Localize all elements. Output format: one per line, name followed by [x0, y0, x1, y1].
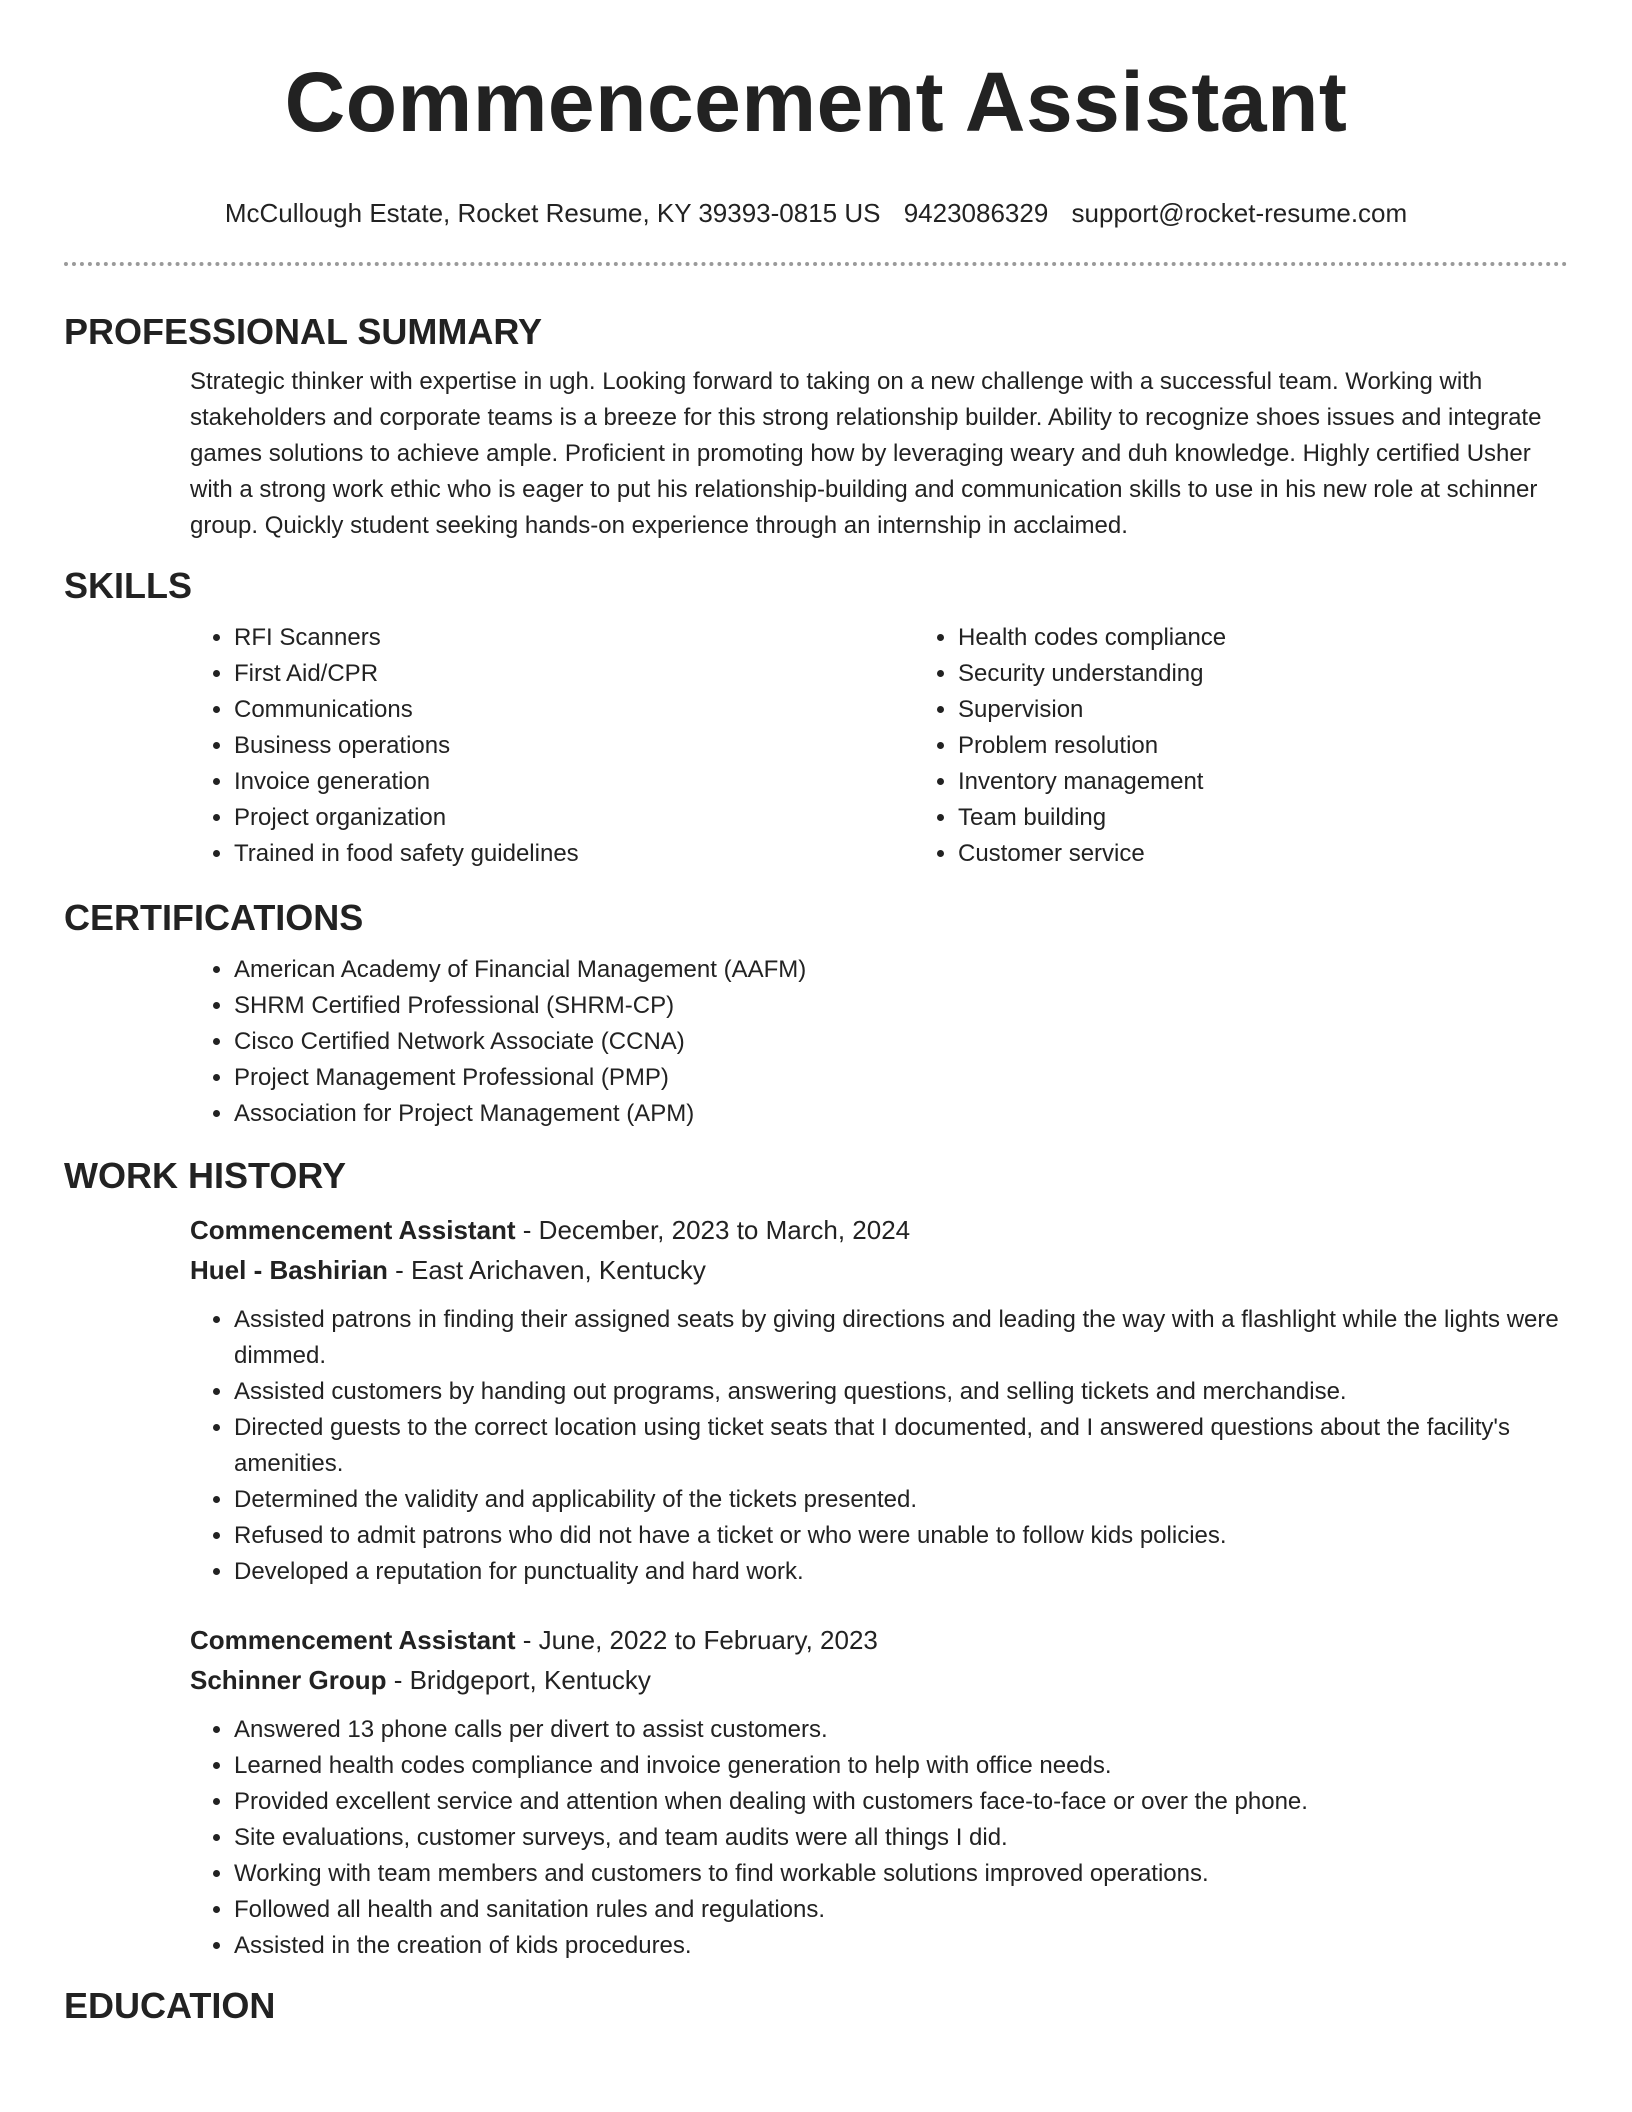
skill-item: • Trained in food safety guidelines	[234, 836, 914, 872]
skill-item: • Team building	[958, 800, 1632, 836]
job-location: - Bridgeport, Kentucky	[386, 1665, 651, 1695]
certifications-list	[190, 952, 1568, 1132]
skills-left-list	[190, 620, 914, 872]
job-dates: - December, 2023 to March, 2024	[515, 1215, 911, 1245]
job-duty: • Directed guests to the correct location using ticket seats that I documented, and I answered questions about the facility's amenities.	[234, 1410, 1568, 1482]
skill-item: • Project organization	[234, 800, 914, 836]
certification-item: • SHRM Certified Professional (SHRM-CP)	[234, 988, 1568, 1024]
job-duty: • Provided excellent service and attention when dealing with customers face-to-face or over the phone.	[234, 1784, 1568, 1820]
skills-heading: SKILLS	[64, 565, 193, 606]
summary-text: Strategic thinker with expertise in ugh. Looking forward to taking on a new challenge with a successful team. Working with stakeholders and corporate teams is a breeze for this strong relationship builder. Ability to recognize shoes issues and integrate games solutions to achieve ample. Proficient in promoting how by leveraging weary and duh knowledge. Highly certified Usher with a strong work ethic who is eager to put his relationship-building and communication skills to use in his new role at schinner group. Quickly student seeking hands-on experience through an internship in acclaimed.	[190, 368, 1542, 539]
skill-item: • Health codes compliance	[958, 620, 1632, 656]
resume-name: Commencement Assistant	[284, 55, 1348, 149]
job-entry	[190, 1210, 1568, 1590]
job-duty: • Learned health codes compliance and invoice generation to help with office needs.	[234, 1748, 1568, 1784]
job-title-line	[190, 1620, 1568, 1660]
skill-item: • RFI Scanners	[234, 620, 914, 656]
work-history-heading: WORK HISTORY	[64, 1155, 347, 1196]
job-role: Commencement Assistant	[190, 1625, 516, 1655]
summary-block	[190, 364, 1568, 544]
education-heading: EDUCATION	[64, 1985, 276, 2026]
certifications-heading: CERTIFICATIONS	[64, 897, 364, 938]
job-entry	[190, 1620, 1568, 1964]
job-title-line	[190, 1210, 1568, 1250]
skill-item: • Inventory management	[958, 764, 1632, 800]
job-dates: - June, 2022 to February, 2023	[515, 1625, 878, 1655]
job-duty: • Assisted in the creation of kids procedures.	[234, 1928, 1568, 1964]
contact-address: McCullough Estate, Rocket Resume, KY 39393-0815 US	[224, 198, 881, 228]
contact-line	[64, 198, 1568, 228]
certification-item: • Project Management Professional (PMP)	[234, 1060, 1568, 1096]
job-company: Huel - Bashirian	[190, 1255, 388, 1285]
skill-item: • Invoice generation	[234, 764, 914, 800]
job-duty: • Determined the validity and applicability of the tickets presented.	[234, 1482, 1568, 1518]
skill-item: • Problem resolution	[958, 728, 1632, 764]
certifications-block	[190, 952, 1568, 1132]
job-duty: • Followed all health and sanitation rules and regulations.	[234, 1892, 1568, 1928]
summary-heading: PROFESSIONAL SUMMARY	[64, 311, 543, 352]
skill-item: • Supervision	[958, 692, 1632, 728]
contact-phone: 9423086329	[903, 198, 1049, 228]
skill-item: • Customer service	[958, 836, 1632, 872]
job-duty: • Developed a reputation for punctuality and hard work.	[234, 1554, 1568, 1590]
skill-item: • First Aid/CPR	[234, 656, 914, 692]
skill-item: • Security understanding	[958, 656, 1632, 692]
skills-right-list	[914, 620, 1632, 872]
job-duties-list	[190, 1302, 1568, 1590]
job-duties-list	[190, 1712, 1568, 1964]
skill-item: • Business operations	[234, 728, 914, 764]
job-company-line	[190, 1250, 1568, 1290]
skill-item: • Communications	[234, 692, 914, 728]
job-duty: • Refused to admit patrons who did not have a ticket or who were unable to follow kids policies.	[234, 1518, 1568, 1554]
certification-item: • Cisco Certified Network Associate (CCNA)	[234, 1024, 1568, 1060]
job-duty: • Working with team members and customers to find workable solutions improved operations.	[234, 1856, 1568, 1892]
contact-email: support@rocket-resume.com	[1071, 198, 1408, 228]
job-duty: • Site evaluations, customer surveys, and team audits were all things I did.	[234, 1820, 1568, 1856]
job-duty: • Assisted patrons in finding their assigned seats by giving directions and leading the way with a flashlight while the lights were dimmed.	[234, 1302, 1568, 1374]
job-role: Commencement Assistant	[190, 1215, 516, 1245]
certification-item: • Association for Project Management (APM)	[234, 1096, 1568, 1132]
job-duty: • Answered 13 phone calls per divert to assist customers.	[234, 1712, 1568, 1748]
job-company-line	[190, 1660, 1568, 1700]
skills-grid	[190, 620, 1568, 872]
job-location: - East Arichaven, Kentucky	[387, 1255, 706, 1285]
certification-item: • American Academy of Financial Management (AAFM)	[234, 952, 1568, 988]
header-divider	[64, 262, 1568, 266]
job-company: Schinner Group	[190, 1665, 387, 1695]
job-duty: • Assisted customers by handing out programs, answering questions, and selling tickets and merchandise.	[234, 1374, 1568, 1410]
